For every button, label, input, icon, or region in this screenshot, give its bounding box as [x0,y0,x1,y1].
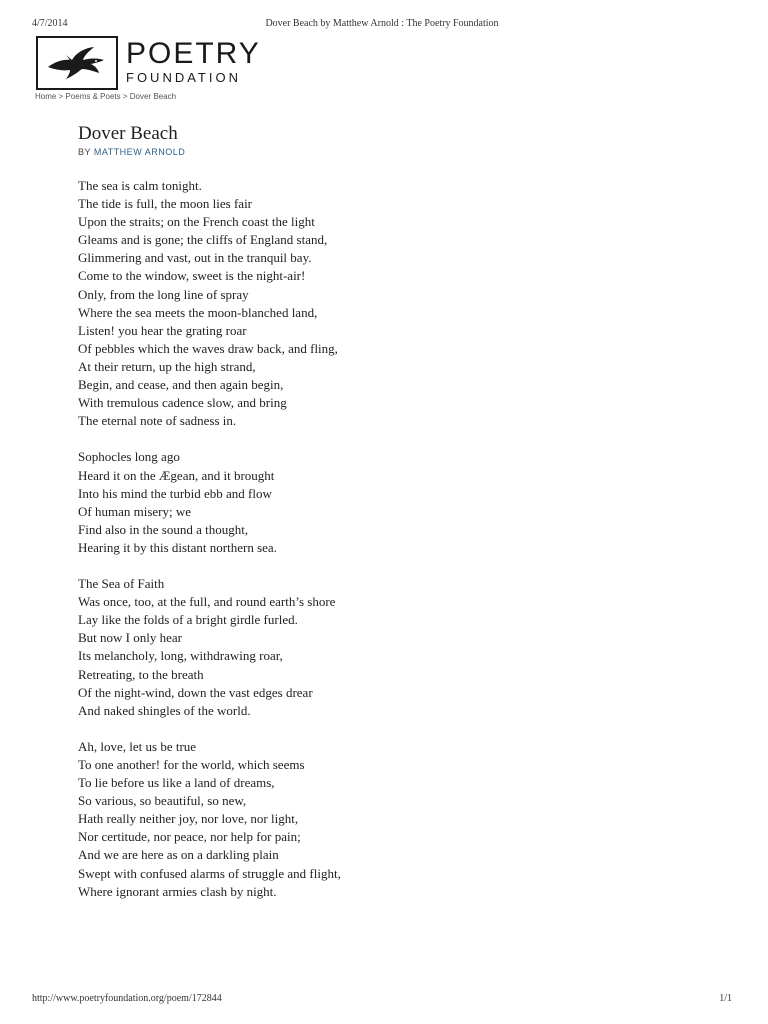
breadcrumb-home-link[interactable]: Home [35,92,57,101]
poem-line: Upon the straits; on the French coast the light [78,214,315,230]
poem-line: Retreating, to the breath [78,666,204,682]
print-url: http://www.poetryfoundation.org/poem/172844 [32,993,222,1004]
poem-line: Glimmering and vast, out in the tranquil bay. [78,250,312,266]
poem-line: Nor certitude, nor peace, nor help for pain; [78,829,301,845]
breadcrumb-current: Dover Beach [129,92,177,101]
poem-content [78,122,698,919]
print-page-title: Dover Beach by Matthew Arnold : The Poetry Foundation [265,18,499,29]
print-date: 4/7/2014 [32,18,68,29]
poem-line: Sophocles long ago [78,449,180,465]
poem-line: To lie before us like a land of dreams, [78,775,275,791]
poem-line: Begin, and cease, and then again begin, [78,377,284,393]
poem-stanza [78,738,698,901]
poem-line: The tide is full, the moon lies fair [78,196,253,212]
poem-byline [78,147,698,157]
poem-line: And naked shingles of the world. [78,702,251,718]
breadcrumb-poems-link[interactable]: Poems & Poets [65,92,121,101]
poem-line: Hath really neither joy, nor love, nor light, [78,811,299,827]
poem-stanza [78,575,698,720]
print-footer [32,993,732,1007]
poem-line: And we are here as on a darkling plain [78,847,279,863]
poem-line: To one another! for the world, which seems [78,757,305,772]
poem-line: Find also in the sound a thought, [78,521,249,537]
poem-body [78,177,698,901]
poem-line: The eternal note of sadness in. [78,413,237,429]
poem-line: Of the night-wind, down the vast edges drear [78,684,313,700]
poem-line: The Sea of Faith [78,576,165,592]
poem-line: Lay like the folds of a bright girdle furled. [78,612,298,628]
byline-label: BY [78,147,91,157]
logo-box [36,36,118,90]
poem-stanza [78,177,698,430]
breadcrumb-separator: > [58,92,64,101]
poetry-foundation-logo[interactable] [36,36,261,90]
logo-text [126,37,261,86]
poem-line: But now I only hear [78,630,182,646]
poem-line: Into his mind the turbid ebb and flow [78,485,272,501]
poem-line: At their return, up the high strand, [78,358,256,374]
logo-line-1: POETRY [126,37,261,70]
poem-line: Swept with confused alarms of struggle and flight, [78,865,341,881]
poem-line: Come to the window, sweet is the night-air! [78,268,306,284]
poem-line: Of pebbles which the waves draw back, and fling, [78,340,338,356]
poem-line: Ah, love, let us be true [78,738,197,754]
poem-line: Where ignorant armies clash by night. [78,883,277,899]
poem-line: Only, from the long line of spray [78,286,249,302]
poem-line: Of human misery; we [78,503,192,519]
poem-line: So various, so beautiful, so new, [78,793,247,809]
poem-line: Gleams and is gone; the cliffs of England stand, [78,232,328,248]
poem-line: The sea is calm tonight. [78,178,202,193]
print-page-number: 1/1 [719,993,732,1004]
poem-line: Its melancholy, long, withdrawing roar, [78,648,283,664]
poem-line: Where the sea meets the moon-blanched land, [78,304,318,320]
author-link[interactable]: MATTHEW ARNOLD [93,147,186,157]
poem-line: Listen! you hear the grating roar [78,322,247,338]
breadcrumb [35,92,176,101]
print-header [32,18,732,32]
breadcrumb-separator: > [122,92,128,101]
poem-stanza [78,448,698,557]
poem-line: Heard it on the Ægean, and it brought [78,467,275,483]
pegasus-icon [42,43,112,83]
poem-line: With tremulous cadence slow, and bring [78,395,287,411]
poem-title: Dover Beach [78,123,178,144]
poem-line: Was once, too, at the full, and round earth’s shore [78,594,336,610]
logo-line-2: FOUNDATION [126,70,241,85]
poem-line: Hearing it by this distant northern sea. [78,539,277,555]
